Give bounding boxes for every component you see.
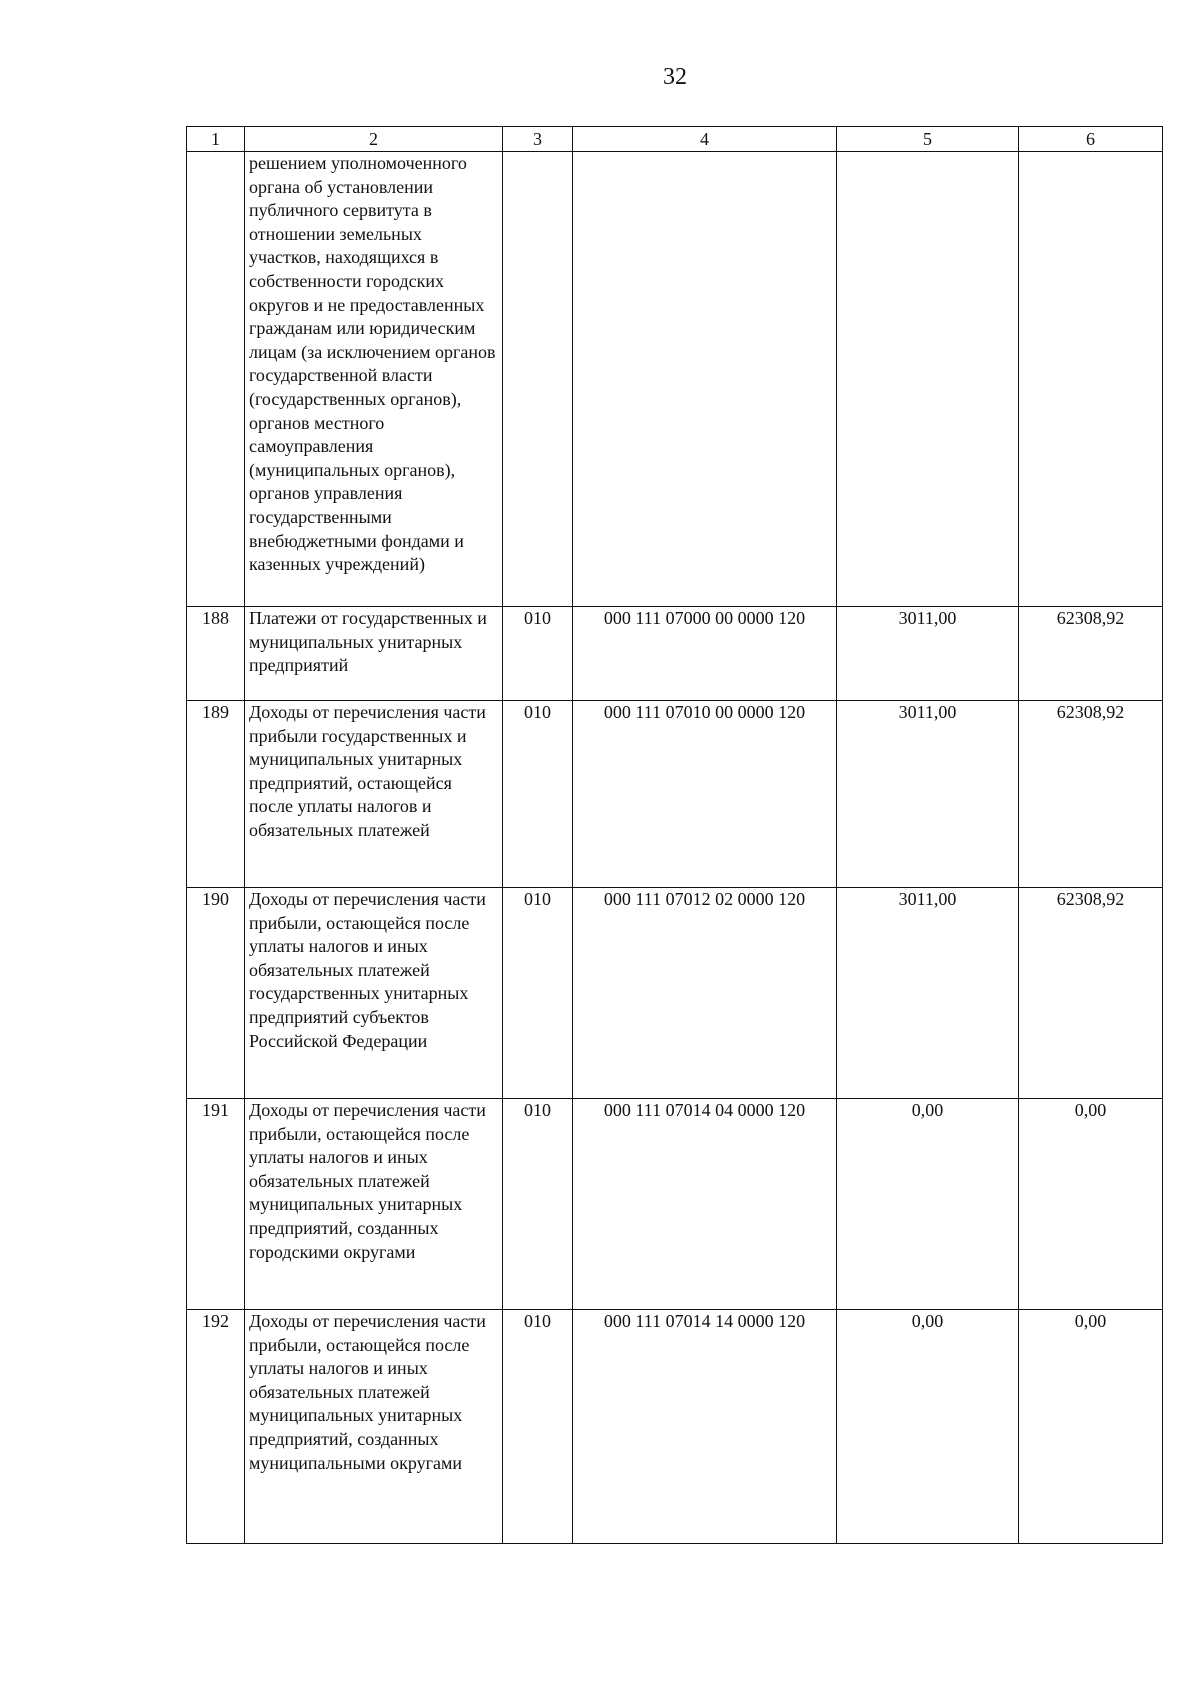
row-code: 000 111 07000 00 0000 120 bbox=[573, 607, 837, 701]
table-row bbox=[187, 888, 1163, 1099]
table-row bbox=[187, 607, 1163, 701]
row-value-5: 0,00 bbox=[837, 1099, 1019, 1310]
row-number: 189 bbox=[187, 701, 245, 888]
row-col3: 010 bbox=[503, 607, 573, 701]
row-col3: 010 bbox=[503, 701, 573, 888]
revenue-table bbox=[186, 126, 1163, 1544]
header-col-3: 3 bbox=[503, 127, 573, 152]
row-description: Доходы от перечисления части прибыли, остающейся после уплаты налогов и иных обязательных платежей муниципальных унитарных предприятий, созданных городскими округами bbox=[245, 1099, 503, 1310]
row-number: 188 bbox=[187, 607, 245, 701]
row-value-6: 62308,92 bbox=[1019, 607, 1163, 701]
row-code: 000 111 07014 14 0000 120 bbox=[573, 1310, 837, 1544]
row-description: Доходы от перечисления части прибыли государственных и муниципальных унитарных предприятий, остающейся после уплаты налогов и обязательных платежей bbox=[245, 701, 503, 888]
table-row bbox=[187, 152, 1163, 607]
row-description: решением уполномоченного органа об установлении публичного сервитута в отношении земельных участков, находящихся в собственности городских округов и не предоставленных гражданам или юридическим лицам (за исключением органов государственной власти (государственных органов), органов местного самоуправления (муниципальных органов), органов управления государственными внебюджетными фондами и казенных учреждений) bbox=[245, 152, 503, 607]
table-header-row bbox=[187, 127, 1163, 152]
row-value-6: 0,00 bbox=[1019, 1099, 1163, 1310]
table-row bbox=[187, 1310, 1163, 1544]
row-col3: 010 bbox=[503, 1099, 573, 1310]
header-col-1: 1 bbox=[187, 127, 245, 152]
row-code bbox=[573, 152, 837, 607]
row-code: 000 111 07014 04 0000 120 bbox=[573, 1099, 837, 1310]
header-col-2: 2 bbox=[245, 127, 503, 152]
row-description: Доходы от перечисления части прибыли, остающейся после уплаты налогов и иных обязательных платежей муниципальных унитарных предприятий, созданных муниципальными округами bbox=[245, 1310, 503, 1544]
row-description: Доходы от перечисления части прибыли, остающейся после уплаты налогов и иных обязательных платежей государственных унитарных предприятий субъектов Российской Федерации bbox=[245, 888, 503, 1099]
table-row bbox=[187, 1099, 1163, 1310]
row-number: 192 bbox=[187, 1310, 245, 1544]
header-col-4: 4 bbox=[573, 127, 837, 152]
row-number: 191 bbox=[187, 1099, 245, 1310]
row-description: Платежи от государственных и муниципальных унитарных предприятий bbox=[245, 607, 503, 701]
row-number: 190 bbox=[187, 888, 245, 1099]
row-col3 bbox=[503, 152, 573, 607]
row-value-6: 62308,92 bbox=[1019, 888, 1163, 1099]
row-code: 000 111 07010 00 0000 120 bbox=[573, 701, 837, 888]
row-value-5: 0,00 bbox=[837, 1310, 1019, 1544]
row-value-5: 3011,00 bbox=[837, 607, 1019, 701]
row-code: 000 111 07012 02 0000 120 bbox=[573, 888, 837, 1099]
row-value-5 bbox=[837, 152, 1019, 607]
row-number bbox=[187, 152, 245, 607]
row-value-6: 62308,92 bbox=[1019, 701, 1163, 888]
page-number: 32 bbox=[663, 64, 687, 90]
row-col3: 010 bbox=[503, 1310, 573, 1544]
row-value-6: 0,00 bbox=[1019, 1310, 1163, 1544]
row-value-6 bbox=[1019, 152, 1163, 607]
row-value-5: 3011,00 bbox=[837, 701, 1019, 888]
header-col-5: 5 bbox=[837, 127, 1019, 152]
row-col3: 010 bbox=[503, 888, 573, 1099]
header-col-6: 6 bbox=[1019, 127, 1163, 152]
table-row bbox=[187, 701, 1163, 888]
row-value-5: 3011,00 bbox=[837, 888, 1019, 1099]
